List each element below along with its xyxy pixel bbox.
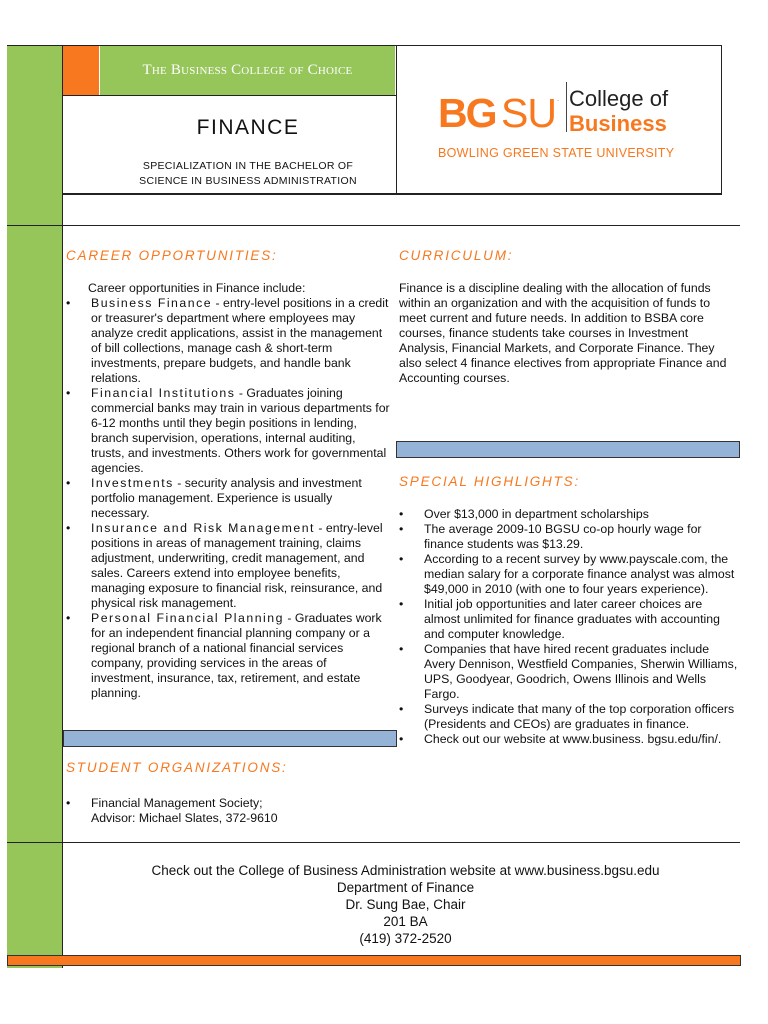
highlights-section-body: [399, 507, 739, 747]
footer-top-rule: [7, 842, 740, 843]
subtitle-line-2: SCIENCE IN BUSINESS ADMINISTRATION: [139, 175, 357, 187]
career-intro: Career opportunities in Finance include:: [88, 281, 306, 295]
list-item: [399, 702, 739, 732]
logo-college-of: College of: [569, 86, 669, 111]
banner-bottom-rule: [63, 95, 396, 96]
bullet-icon: •: [399, 507, 404, 521]
logo-divider: [566, 82, 567, 132]
list-item: [399, 642, 739, 702]
career-item-lead: Investments: [91, 476, 174, 490]
bullet-icon: •: [399, 702, 404, 716]
header-middle-rule: [396, 45, 397, 195]
page-subtitle: [100, 159, 396, 189]
highlight-text: Initial job opportunities and later career choices are almost unlimited for finance graduates with accounting and computer knowledge.: [424, 597, 720, 641]
logo-su: SU: [501, 90, 556, 136]
highlight-text: Surveys indicate that many of the top corporation officers (Presidents and CEOs) are graduates in finance.: [424, 702, 735, 731]
student-org-name: Financial Management Society;: [91, 796, 263, 810]
career-item-lead: Insurance and Risk Management: [91, 521, 315, 535]
bottom-orange-strip: [7, 955, 741, 966]
content-top-rule: [7, 225, 740, 226]
curriculum-section-title: CURRICULUM:: [399, 248, 514, 263]
footer-contact: [63, 862, 748, 947]
career-item-lead: Financial Institutions: [91, 386, 236, 400]
bullet-icon: •: [399, 642, 404, 656]
bullet-icon: •: [399, 552, 404, 566]
highlights-list: [399, 507, 739, 747]
bullet-icon: •: [399, 522, 404, 536]
highlight-text: According to a recent survey by www.payscale.com, the median salary for a corporate finance analyst was almost $49,000 in 2010 (with one to four years experience).: [424, 552, 735, 596]
bullet-icon: •: [399, 732, 404, 746]
highlights-section-title: SPECIAL HIGHLIGHTS:: [399, 474, 580, 489]
footer-chair: Dr. Sung Bae, Chair: [345, 897, 466, 912]
career-item-text: - Graduates joining commercial banks may train in various departments for 6-12 months until they begin positions in lending, branch supervision, operations, internal auditing, trusts, and investments. Others work for governmental agencies.: [91, 386, 390, 475]
career-item-lead: Personal Financial Planning: [91, 611, 284, 625]
footer-office: 201 BA: [383, 914, 428, 929]
career-item-text: - Graduates work for an independent financial planning company or a regional branch of a national financial services company, providing services in the areas of investment, insurance, tax, retirement, and estate planning.: [91, 611, 382, 700]
footer-phone: (419) 372-2520: [359, 931, 452, 946]
header-bottom-rule: [63, 193, 722, 195]
list-item: [66, 796, 392, 826]
tagline-banner: [100, 46, 395, 95]
list-item: [399, 597, 739, 642]
list-item: [66, 476, 392, 521]
logo-business: Business: [569, 111, 667, 136]
bullet-icon: •: [66, 386, 71, 400]
career-section-title: CAREER OPPORTUNITIES:: [66, 248, 278, 263]
career-list: [66, 296, 392, 701]
logo-tm: .: [557, 94, 560, 103]
bgsu-college-of-business-logo: [438, 80, 688, 170]
subtitle-line-1: SPECIALIZATION IN THE BACHELOR OF: [142, 160, 354, 172]
career-item-text: - entry-level positions in a credit or treasurer's department where employees may analyze credit applications, assist in the management of bill collections, manage cash & short-term investments, prepare budgets, and handle bank relations.: [91, 296, 389, 385]
bullet-icon: •: [66, 476, 71, 490]
tagline-text: The Business College of Choice: [142, 62, 353, 78]
career-item-text: - security analysis and investment portfolio management. Experience is usually necessary.: [91, 476, 362, 520]
list-item: [399, 522, 739, 552]
list-item: [399, 507, 739, 522]
sidebar-divider: [62, 45, 63, 968]
page-title: FINANCE: [196, 116, 300, 139]
student-orgs-section-title: STUDENT ORGANIZATIONS:: [66, 760, 288, 775]
list-item: [66, 386, 392, 476]
bullet-icon: •: [66, 611, 71, 625]
career-item-text: - entry-level positions in areas of management training, claims adjustment, underwriting, credit management, and sales. Careers extend into employee benefits, managing exposure to financial risk, reinsurance, and physical risk management.: [91, 521, 383, 610]
list-item: [66, 611, 392, 701]
right-blue-divider-bar: [396, 441, 740, 458]
logo-university-name: BOWLING GREEN STATE UNIVERSITY: [438, 146, 675, 160]
highlight-text: Companies that have hired recent graduates include Avery Dennison, Westfield Companies, Sherwin Williams, UPS, Goodyear, Goodrich, Owens Illinois and Wells Fargo.: [424, 642, 738, 701]
bullet-icon: •: [66, 796, 71, 810]
career-item-lead: Business Finance: [91, 296, 213, 310]
left-blue-divider-bar: [63, 730, 397, 747]
left-green-sidebar: [7, 45, 63, 968]
footer-website-line: Check out the College of Business Administration website at www.business.bgsu.edu: [151, 863, 660, 878]
header-right-rule: [721, 45, 722, 195]
list-item: [399, 732, 739, 747]
list-item: [66, 296, 392, 386]
highlight-text: Check out our website at www.business. bgsu.edu/fin/.: [424, 732, 722, 746]
list-item: [66, 521, 392, 611]
highlight-text: The average 2009-10 BGSU co-op hourly wage for finance students was $13.29.: [424, 522, 702, 551]
highlight-text: Over $13,000 in department scholarships: [424, 507, 649, 521]
logo-bg: BG: [438, 90, 496, 136]
student-orgs-section-body: [66, 796, 392, 826]
curriculum-text: Finance is a discipline dealing with the allocation of funds within an organization and with the acquisition of funds to meet current and future needs. In addition to BSBA core courses, finance students take courses in Investment Analysis, Financial Markets, and Corporate Finance. They also select 4 finance electives from appropriate Finance and Accounting courses.: [399, 281, 727, 385]
orange-square-accent: [63, 46, 99, 95]
bullet-icon: •: [66, 296, 71, 310]
bullet-icon: •: [66, 521, 71, 535]
student-org-advisor: Advisor: Michael Slates, 372-9610: [91, 811, 278, 825]
career-section-body: [66, 281, 392, 701]
footer-department: Department of Finance: [336, 880, 475, 895]
bullet-icon: •: [399, 597, 404, 611]
list-item: [399, 552, 739, 597]
